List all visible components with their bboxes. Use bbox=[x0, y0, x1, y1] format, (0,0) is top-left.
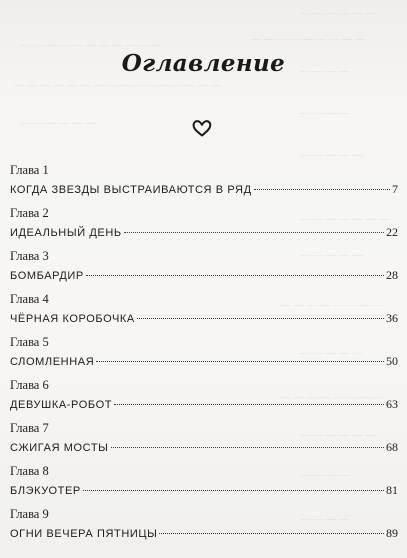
chapter-title: БОМБАРДИР bbox=[10, 270, 84, 282]
toc-line bbox=[10, 397, 398, 413]
dot-leader bbox=[254, 189, 390, 190]
toc-line bbox=[10, 311, 398, 327]
page-number: 22 bbox=[386, 225, 398, 239]
toc-entry[interactable] bbox=[10, 206, 398, 249]
toc-entry[interactable] bbox=[10, 464, 398, 507]
chapter-title: БЛЭКУОТЕР bbox=[10, 485, 81, 497]
table-of-contents bbox=[10, 163, 398, 550]
page-number: 81 bbox=[386, 483, 398, 497]
toc-entry[interactable] bbox=[10, 335, 398, 378]
chapter-label: Глава 2 bbox=[10, 206, 49, 220]
toc-line bbox=[10, 526, 398, 542]
toc-line bbox=[10, 225, 398, 241]
chapter-label: Глава 1 bbox=[10, 163, 49, 177]
chapter-title: СЛОМЛЕННАЯ bbox=[10, 356, 95, 368]
toc-entry[interactable] bbox=[10, 507, 398, 550]
chapter-title: ИДЕАЛЬНЫЙ ДЕНЬ bbox=[10, 227, 122, 239]
dot-leader bbox=[137, 318, 384, 319]
toc-entry[interactable] bbox=[10, 163, 398, 206]
toc-entry[interactable] bbox=[10, 378, 398, 421]
page-number: 63 bbox=[386, 397, 398, 411]
toc-line bbox=[10, 268, 398, 284]
chapter-label: Глава 3 bbox=[10, 249, 49, 263]
toc-line bbox=[10, 483, 398, 499]
page-number: 28 bbox=[386, 268, 398, 282]
page-number: 50 bbox=[386, 354, 398, 368]
toc-line bbox=[10, 440, 398, 456]
chapter-label: Глава 8 bbox=[10, 464, 49, 478]
toc-entry[interactable] bbox=[10, 249, 398, 292]
dot-leader bbox=[83, 490, 384, 491]
chapter-title: ДЕВУШКА-РОБОТ bbox=[10, 399, 113, 411]
chapter-label: Глава 7 bbox=[10, 421, 49, 435]
page-number: 89 bbox=[386, 526, 398, 540]
page-title: Оглавление bbox=[121, 50, 286, 77]
page-number: 36 bbox=[386, 311, 398, 325]
toc-line bbox=[10, 182, 398, 198]
dot-leader bbox=[111, 447, 384, 448]
toc-entry[interactable] bbox=[10, 421, 398, 464]
toc-line bbox=[10, 354, 398, 370]
dot-leader bbox=[96, 361, 384, 362]
chapter-label: Глава 6 bbox=[10, 378, 49, 392]
chapter-label: Глава 9 bbox=[10, 507, 49, 521]
dot-leader bbox=[159, 533, 384, 534]
chapter-title: СЖИГАЯ МОСТЫ bbox=[10, 442, 109, 454]
page-number: 7 bbox=[392, 182, 398, 196]
bleed-through-text: — — — — — — — — — — — — — — — — — — — — — — — — — — — — — — — — — — — — — — — — — — — — — — — — — — — — — — — — — — — — — — — — — — — — — — — — — — — — — — — — — — — — — — — — — — — — — — — — — — — — — — — — — — — — bbox=[14, 8, 390, 525]
chapter-title: КОГДА ЗВЕЗДЫ ВЫСТРАИВАЮТСЯ В РЯД bbox=[10, 184, 252, 196]
chapter-label: Глава 5 bbox=[10, 335, 49, 349]
chapter-title: ЧЁРНАЯ КОРОБОЧКА bbox=[10, 313, 135, 325]
chapter-title: ОГНИ ВЕЧЕРА ПЯТНИЦЫ bbox=[10, 528, 158, 540]
dot-leader bbox=[86, 275, 384, 276]
toc-entry[interactable] bbox=[10, 292, 398, 335]
chapter-label: Глава 4 bbox=[10, 292, 49, 306]
page-number: 68 bbox=[386, 440, 398, 454]
dot-leader bbox=[114, 404, 384, 405]
dot-leader bbox=[124, 232, 384, 233]
heart-icon bbox=[191, 118, 213, 138]
